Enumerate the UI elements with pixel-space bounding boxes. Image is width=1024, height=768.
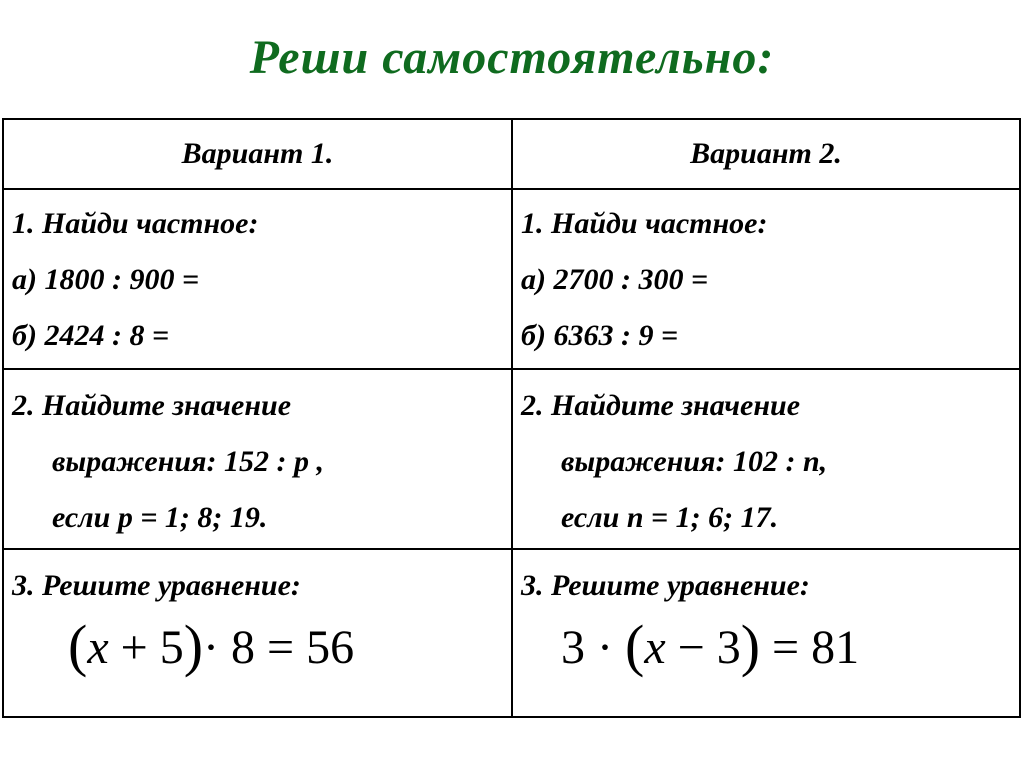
- equation-coefficient: 3 ·: [561, 621, 625, 674]
- equation-left-paren: (: [624, 613, 645, 678]
- variant-1-task-3: [3, 549, 512, 717]
- task-heading: 3. Решите уравнение:: [521, 569, 810, 602]
- table-header-row: [3, 119, 1020, 189]
- equation-left-paren: (: [68, 613, 88, 678]
- variant-1-task-2: [3, 369, 512, 549]
- task-1-row: [3, 189, 1020, 369]
- equation-inner: + 5: [108, 621, 184, 674]
- task-item-a: а) 2700 : 300 =: [521, 263, 709, 296]
- task-heading: 3. Решите уравнение:: [12, 569, 301, 602]
- variant-2-task-3: [512, 549, 1020, 717]
- equation-inner: − 3: [665, 621, 741, 674]
- equation-right-paren: ): [183, 613, 204, 678]
- task-heading: 2. Найдите значение: [521, 389, 801, 422]
- variants-table: [2, 118, 1021, 718]
- equation: [521, 613, 1019, 678]
- task-item-b: б) 2424 : 8 =: [12, 319, 170, 352]
- task-condition: если n = 1; 6; 17.: [561, 501, 779, 534]
- variant-1-task-1: [3, 189, 512, 369]
- page-title: Реши самостоятельно:: [249, 31, 775, 84]
- task-heading: 2. Найдите значение: [12, 389, 292, 422]
- equation-right-paren: ): [740, 613, 761, 678]
- variant-2-header: Вариант 2.: [512, 119, 1020, 189]
- task-item-a: а) 1800 : 900 =: [12, 263, 200, 296]
- task-item-b: б) 6363 : 9 =: [521, 319, 679, 352]
- task-2-row: [3, 369, 1020, 549]
- task-condition: если р = 1; 8; 19.: [52, 501, 268, 534]
- equation-rest: = 81: [760, 621, 860, 674]
- task-heading: 1. Найди частное:: [521, 207, 768, 240]
- equation-variable: x: [87, 621, 109, 674]
- equation-variable: x: [644, 621, 666, 674]
- variant-1-header: Вариант 1.: [3, 119, 512, 189]
- task-expression: выражения: 152 : р ,: [52, 445, 324, 478]
- task-heading: 1. Найди частное:: [12, 207, 259, 240]
- variant-2-task-2: [512, 369, 1020, 549]
- task-3-row: [3, 549, 1020, 717]
- equation-rest: · 8 = 56: [203, 621, 355, 674]
- task-expression: выражения: 102 : n,: [561, 445, 828, 478]
- equation: [12, 613, 511, 678]
- variant-2-task-1: [512, 189, 1020, 369]
